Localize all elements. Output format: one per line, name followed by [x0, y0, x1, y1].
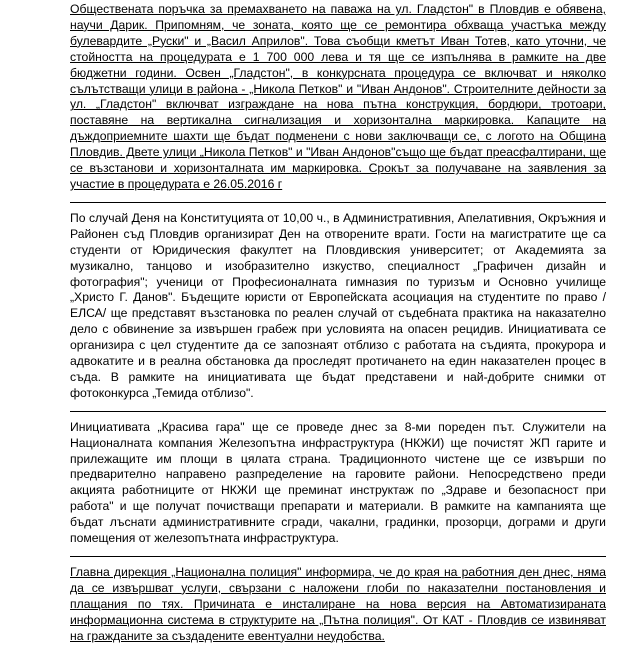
paragraph-divider	[70, 202, 606, 203]
news-paragraph-beautiful-station	[70, 419, 606, 549]
paragraph-divider	[70, 556, 606, 557]
paragraph-text: По случай Деня на Конституцията от 10,00 ч., в Административния, Апелативния, Окръжния и Районен съд Пловдив организират Ден на отворените врати. Гости на магистратите ще са студенти от Юридическия факултет на Пловдивския университет; от Академията за музикално, танцово и изобразително изкуство, специалност „Графичен дизайн и фотография"; ученици от Професионалната гимназия по туризъм и Основно училище „Христо Г. Данов". Бъдещите юристи от Европейската асоциация на студентите по право /ЕЛСА/ ще представят възстановка по реален случай от съдебната практика на наказателно дело с обвинение за извършен грабеж при условията на опасен рецидив. Инициативата се организира с цел студентите да се запознаят отблизо с работата на съдията, прокурора и адвокатите и в реална обстановка да проследят протичането на един наказателен процес в съда. В рамките на инициативата ще бъдат представени и най-добрите снимки от фотоконкурса „Темида отблизо".	[70, 210, 606, 400]
news-paragraph-national-police	[70, 564, 606, 647]
paragraph-text: Инициативата „Красива гара" ще се проведе днес за 8-ми пореден път. Служители на Националната компания Железопътна инфраструктура (НКЖИ) ще почистят ЖП гарите и прилежащите им площи в цялата страна. Традиционното чистене ще се извърши по предварително направено разпределение на гаровите райони. Непосредствено преди акцията работниците от НКЖИ ще преминат инструктаж по „Здраве и безопасност при работа" и ще получат почистващи препарати и материали. В рамките на кампанията ще бъдат лъснати административните сгради, чакални, градинки, прозорци, дограми и други помещения от железопътната инфраструктура.	[70, 419, 606, 546]
news-paragraph-gladstone	[70, 0, 606, 195]
paragraph-text: Главна дирекция „Национална полиция" информира, че до края на работния ден днес, няма да се извършват услуги, свързани с наложени глоби по наказателни постановления и плащания по тях. Причината е инсталиране на нова версия на Автоматизираната информационна система в структурите на „Пътна полиция". От КАТ - Пловдив се извиняват на гражданите за създадените евентуални неудобства.	[70, 565, 606, 643]
paragraph-text: Обществената поръчка за премахването на паважа на ул. Гладстон" в Пловдив е обявена, научи Дарик. Припомням, че зоната, която ще се ремонтира обхваща участъка между булевардите „Руски" и „Васил Априлов". Това съобщи кметът Иван Тотев, като уточни, че стойността на процедурата е 1 700 000 лева и тя ще се изпълнява в рамките на две бюджетни години. Освен „Гладстон", в конкурсната процедура се включват и няколко сълътстващи улици в района - „Никола Петков" и "Иван Андонов". Строителните дейности за ул. „Гладстон" включват изграждане на нова пътна конструкция, бордюри, тротоари, поставяне на вертикална сигнализация и хоризонтална маркировка. Капаците на дъждоприемните шахти ще бъдат подменени с нови заключващи се, с логото на Община Пловдив. Двете улици „Никола Петков" и "Иван Андонов"също ще бъдат преасфалтирани, ще се възстанови и хоризонталната им маркировка. Срокът за получаване на заявления за участие в процедурата е 26.05.2016 г	[70, 2, 606, 191]
paragraph-divider	[70, 411, 606, 412]
document-body	[70, 0, 606, 647]
news-paragraph-constitution-day	[70, 210, 606, 404]
